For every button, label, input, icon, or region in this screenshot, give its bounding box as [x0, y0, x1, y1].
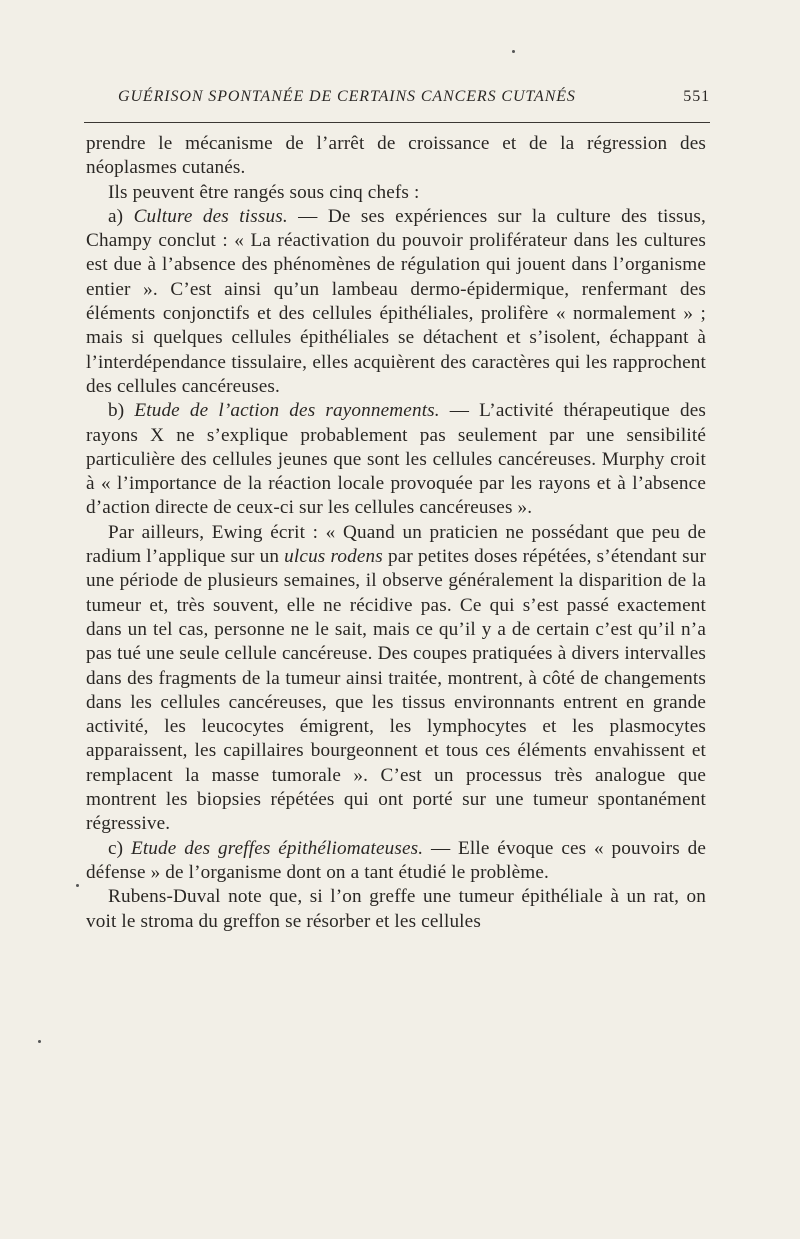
- paragraph: [86, 885, 706, 934]
- paragraph: [86, 205, 706, 399]
- italic-text: Etude de l’action des rayonnements.: [134, 400, 440, 422]
- print-speck: [512, 50, 515, 53]
- paragraph: [86, 837, 706, 886]
- text-run: par petites doses répétées, s’étendant sur une période de plusieurs semaines, il observe généralement la disparition de la tumeur et, très souvent, elle ne récidive pas. Ce qui s’est passé exactement dans un tel cas, personne ne le sait, mais ce qu’il y a de certain c’est qu’il n’a pas tué une seule cellule cancéreuse. Des coupes pratiquées à divers intervalles dans des fragments de la tumeur ainsi traitée, montrent, à côté de changements dans les cellules cancéreuses, que les tissus environnants entrent en grande activité, les leucocytes émigrent, les lymphocytes et les plasmocytes apparaissent, les capillaires bourgeonnent et tous ces éléments envahissent et remplacent la masse tumorale ». C’est un processus très analogue que montrent les biopsies répétées qui ont porté sur une tumeur spontanément régressive.: [86, 546, 706, 835]
- paragraph: [86, 399, 706, 520]
- text-run: c): [108, 837, 131, 859]
- text-run: — L’activité thérapeutique des rayons X ne s’explique probablement pas seulement par une sensibilité particulière des cellules jeunes que sont les cellules cancéreuses. Murphy croit à « l’importance de la réaction locale provoquée par les rayons et à l’absence d’action directe de ceux-ci sur les cellules cancéreuses ».: [86, 400, 706, 519]
- running-title: GUÉRISON SPONTANÉE DE CERTAINS CANCERS CUTANÉS: [118, 88, 576, 105]
- body-text: [86, 132, 706, 934]
- header-rule: [84, 122, 710, 123]
- running-header: [84, 88, 710, 106]
- text-run: — De ses expériences sur la culture des tissus, Champy conclut : « La réactivation du pouvoir proliférateur dans les cultures est due à l’absence des phénomènes de régulation qui jouent dans l’organisme entier ». C’est ainsi qu’un lambeau dermo-épidermique, renfermant des éléments conjonctifs et des cellules épithéliales, prolifère « normalement » ; mais si quelques cellules épithéliales se détachent et s’isolent, échappant à l’interdépendance tissulaire, elles acquièrent des caractères qui les rapprochent des cellules cancéreuses.: [86, 205, 706, 397]
- text-run: prendre le mécanisme de l’arrêt de croissance et de la régression des néoplasmes cutanés.: [86, 133, 706, 179]
- print-speck: [76, 884, 79, 887]
- text-run: Ils peuvent être rangés sous cinq chefs :: [108, 181, 420, 203]
- print-speck: [38, 1040, 41, 1043]
- italic-text: ulcus rodens: [284, 546, 383, 568]
- paragraph: [86, 132, 706, 181]
- text-run: b): [108, 400, 135, 422]
- paragraph: [86, 521, 706, 837]
- italic-text: Culture des tissus.: [133, 205, 288, 227]
- italic-text: Etude des greffes épithéliomateuses.: [130, 837, 424, 859]
- text-run: — Elle évoque ces « pouvoirs de défense » de l’organisme dont on a tant étudié le problème.: [86, 837, 706, 883]
- text-run: a): [108, 205, 134, 227]
- text-run: Par ailleurs, Ewing écrit : « Quand un praticien ne possédant que peu de radium l’applique sur un: [86, 521, 706, 568]
- paragraph: [86, 181, 706, 205]
- text-run: Rubens-Duval note que, si l’on greffe une tumeur épithéliale à un rat, on voit le stroma du greffon se résorber et les cellules: [86, 886, 706, 932]
- page-number: 551: [683, 88, 710, 105]
